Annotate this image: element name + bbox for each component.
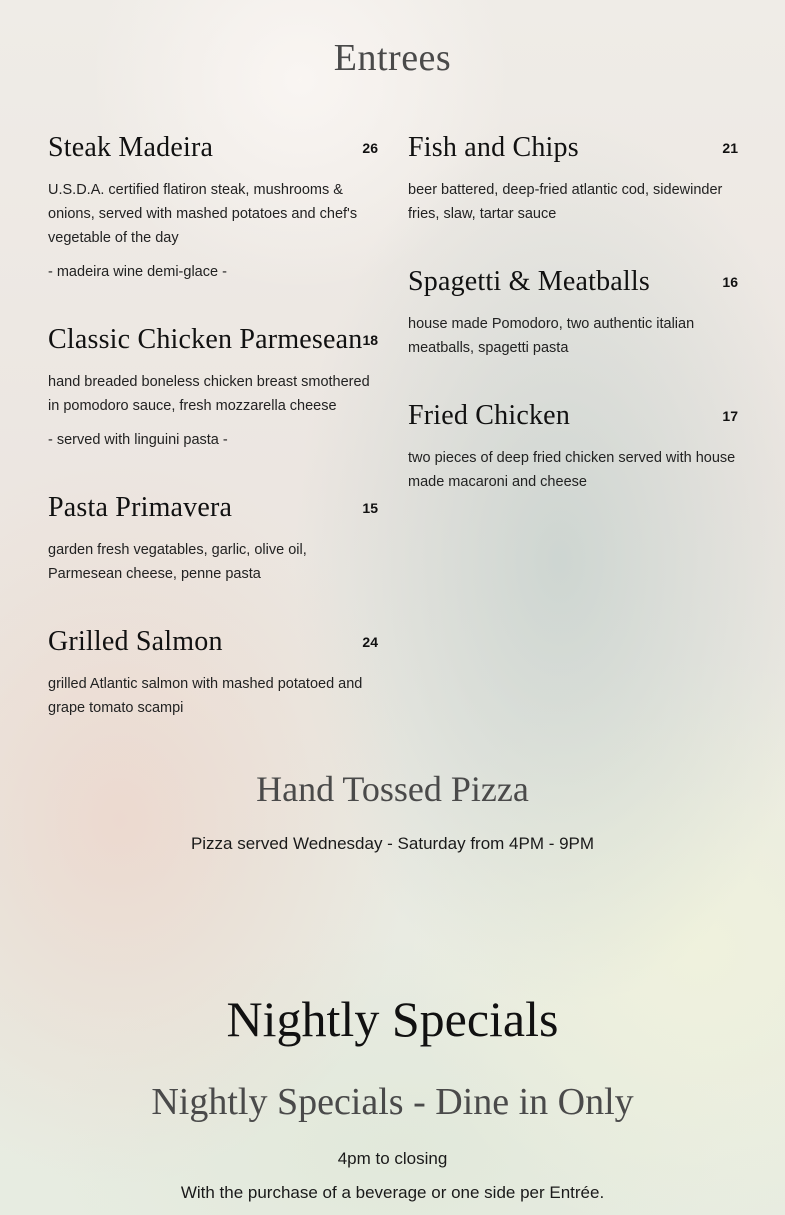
item-price: 15: [362, 500, 378, 516]
item-note: - served with linguini pasta -: [48, 432, 228, 448]
item-price: 24: [362, 634, 378, 650]
item-note: - madeira wine demi-glace -: [48, 264, 227, 280]
specials-subheading: Nightly Specials - Dine in Only: [151, 1081, 634, 1123]
item-name: Pasta Primavera: [48, 492, 233, 523]
item-description: U.S.D.A. certified flatiron steak, mushrooms & onions, served with mashed potatoes and chef's vegetable of the day: [48, 182, 358, 246]
entrees-right-column: [408, 130, 738, 532]
specials-terms-text: With the purchase of a beverage or one side per Entrée.: [180, 1183, 605, 1202]
pizza-heading: Hand Tossed Pizza: [256, 769, 529, 809]
entrees-heading: Entrees: [333, 37, 452, 79]
menu-item: [408, 130, 738, 226]
item-price: 18: [362, 332, 379, 348]
item-price: 26: [362, 140, 378, 156]
item-name: Steak Madeira: [48, 132, 214, 163]
specials-heading: Nightly Specials: [226, 991, 559, 1047]
menu-item: [408, 398, 738, 494]
item-description: beer battered, deep-fried atlantic cod, sidewinder fries, slaw, tartar sauce: [408, 182, 723, 222]
menu-item: [48, 490, 378, 586]
item-description: hand breaded boneless chicken breast smothered in pomodoro sauce, fresh mozzarella cheese: [48, 374, 370, 414]
menu-item: [48, 130, 378, 284]
item-name: Classic Chicken Parmesean: [48, 324, 363, 355]
item-name: Fried Chicken: [408, 400, 571, 431]
pizza-hours-text: Pizza served Wednesday - Saturday from 4PM - 9PM: [190, 834, 595, 853]
item-price: 21: [722, 140, 738, 156]
item-description: garden fresh vegatables, garlic, olive oil, Parmesean cheese, penne pasta: [48, 542, 307, 582]
item-name: Fish and Chips: [408, 132, 579, 163]
item-description: two pieces of deep fried chicken served with house made macaroni and cheese: [408, 450, 736, 490]
item-name: Spagetti & Meatballs: [408, 266, 650, 297]
entrees-left-column: [48, 130, 378, 758]
item-name: Grilled Salmon: [48, 626, 223, 657]
item-description: grilled Atlantic salmon with mashed potatoed and grape tomato scampi: [48, 676, 363, 716]
menu-item: [48, 322, 378, 452]
specials-hours-text: 4pm to closing: [337, 1149, 448, 1168]
menu-item: [408, 264, 738, 360]
item-description: house made Pomodoro, two authentic italian meatballs, spagetti pasta: [408, 316, 695, 356]
item-price: 17: [722, 408, 738, 424]
item-price: 16: [722, 274, 738, 290]
menu-item: [48, 624, 378, 720]
